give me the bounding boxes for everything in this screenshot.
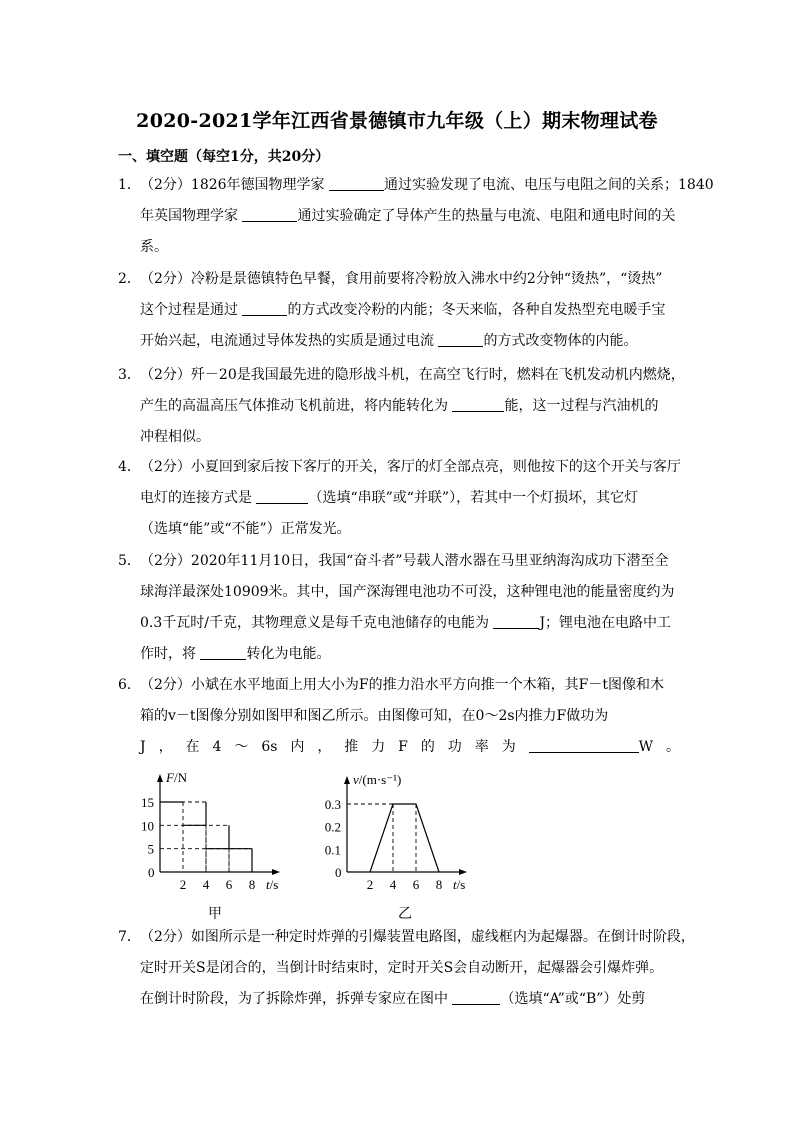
line-text: （选填“串联”或“并联”），若其中一个灯损坏，其它灯: [308, 490, 639, 506]
y-axis-arrow: [157, 774, 163, 782]
line-token: ～: [234, 739, 249, 755]
line-token: J: [140, 739, 146, 755]
question-line: [140, 391, 658, 422]
origin-label: 0: [148, 865, 155, 880]
question-line: [140, 483, 638, 514]
question-line: [140, 953, 663, 984]
line-text: 的方式改变冷粉的内能；冬天来临，各种自发热型充电暖手宝: [287, 302, 666, 318]
line-text: （2分）歼－20是我国最先进的隐形战斗机，在高空飞行时，燃料在飞机发动机内燃烧，: [140, 367, 685, 383]
line-text: 通过实验发现了电流、电压与电阻之间的关系；1840: [384, 177, 714, 193]
line-text: 的方式改变物体的内能。: [483, 333, 638, 349]
question-number: 2．: [118, 271, 141, 287]
question-line: [140, 701, 608, 732]
question-line: [140, 452, 681, 483]
answer-blank[interactable]: [242, 205, 297, 222]
question-line: [140, 639, 330, 670]
line-text: 在倒计时阶段，为了拆除炸弹，拆弹专家应在图中: [140, 991, 453, 1007]
x-tick-label: 6: [412, 877, 420, 892]
question-line: [140, 295, 665, 326]
answer-blank[interactable]: [452, 988, 500, 1005]
question-line: [140, 170, 714, 201]
y-tick-label: 0.3: [324, 797, 341, 812]
line-text: （选填“能”或“不能”）正常发光。: [140, 521, 351, 537]
line-token: 力: [371, 739, 386, 755]
line-text: （选填“A”或“B”）处剪: [500, 991, 646, 1007]
y-tick-label: 15: [141, 795, 154, 810]
chart-jia-caption: 甲: [208, 906, 222, 922]
x-tick-label: 8: [435, 877, 443, 892]
chart-yi: [312, 762, 502, 892]
answer-blank[interactable]: [529, 736, 639, 753]
x-tick-label: 4: [389, 877, 397, 892]
line-text: （2分）2020年11月10日，我国“奋斗者”号载人潜水器在马里亚纳海沟成功下潜至全: [140, 553, 669, 569]
x-axis-arrow: [272, 869, 280, 875]
question-line: [140, 232, 168, 263]
x-axis-label: t/s: [266, 877, 279, 892]
question-line: [140, 422, 210, 453]
question-number: 7．: [118, 929, 141, 945]
line-text: 系。: [140, 239, 168, 255]
question-line: [140, 326, 637, 357]
line-token: 内: [290, 739, 305, 755]
line-token: ，: [317, 739, 332, 755]
line-text: 定时开关S是闭合的，当倒计时结束时，定时开关S会自动断开，起爆器会引爆炸弹。: [140, 960, 664, 976]
answer-blank[interactable]: [200, 643, 246, 660]
line-text: 箱的v－t图像分别如图甲和图乙所示。由图像可知，在0～2s内推力F做功为: [140, 708, 609, 724]
page-title: 2020-2021学年江西省景德镇市九年级（上）期末物理试卷: [136, 110, 658, 132]
line-token: 功: [447, 739, 462, 755]
line-text: 球海洋最深处10909米。其中，国产深海锂电池功不可没，这种锂电池的能量密度约为: [140, 584, 675, 600]
question-number: 1．: [118, 177, 141, 193]
line-token: 4: [212, 739, 222, 755]
y-tick-label: 5: [147, 841, 154, 857]
question-number: 5．: [118, 553, 141, 569]
line-text: （2分）冷粉是景德镇特色早餐，食用前要将冷粉放入沸水中约2分钟“烫热”，“烫热”: [140, 271, 663, 287]
line-text: J；锂电池在电路中工: [539, 615, 672, 631]
line-text: 作时，将: [140, 646, 201, 662]
line-token: 在: [185, 739, 200, 755]
line-text: 0.3千瓦时/千克，其物理意义是每千克电池储存的电能为: [140, 615, 494, 631]
origin-label: 0: [335, 865, 342, 880]
line-text: （2分）小斌在水平地面上用大小为F的推力沿水平方向推一个木箱，其F－t图像和木: [140, 677, 664, 693]
line-token: 的: [420, 739, 435, 755]
line-text: （2分）如图所示是一种定时炸弹的引爆装置电路图，虚线框内为起爆器。在倒计时阶段，: [140, 929, 695, 945]
question-line: [140, 922, 695, 953]
y-tick-label: 10: [141, 818, 154, 834]
line-token: ，: [158, 739, 173, 755]
line-text: 电灯的连接方式是: [140, 490, 257, 506]
question-line: [140, 546, 668, 577]
section-heading: 一、填空题（每空1分，共20分）: [118, 149, 330, 165]
answer-blank[interactable]: [452, 395, 504, 412]
question-line: [140, 577, 675, 608]
line-text: 开始兴起，电流通过导体发热的实质是通过电流: [140, 333, 439, 349]
line-text: （2分）小夏回到家后按下客厅的开关，客厅的灯全部点亮，则他按下的这个开关与客厅: [140, 459, 681, 475]
chart-yi-caption: 乙: [398, 906, 412, 922]
x-tick-label: 2: [179, 877, 187, 892]
answer-blank[interactable]: [329, 174, 384, 191]
answer-blank[interactable]: [242, 299, 287, 316]
question-number: 6．: [118, 677, 141, 693]
line-token: 。: [666, 739, 680, 755]
line-token: 推: [344, 739, 359, 755]
y-axis-label: F/N: [166, 770, 187, 785]
chart-jia: [130, 762, 300, 892]
blank-with-unit: [529, 732, 653, 763]
x-tick-label: 8: [248, 877, 256, 892]
question-line: [140, 514, 351, 545]
y-tick-label: 0.2: [324, 819, 341, 835]
line-token: 率: [474, 739, 489, 755]
x-tick-label: 6: [225, 877, 233, 892]
unit-text: W: [638, 739, 654, 755]
question-line: [140, 360, 685, 391]
line-text: 产生的高温高压气体推动飞机前进，将内能转化为: [140, 398, 453, 414]
line-token: 为: [501, 739, 516, 755]
line-token: 6s: [261, 739, 278, 755]
question-line: [140, 984, 645, 1015]
y-tick-label: 0.1: [324, 842, 341, 858]
question-number: 3．: [118, 367, 141, 383]
x-tick-label: 4: [202, 877, 210, 892]
question-line: [140, 670, 664, 701]
answer-blank[interactable]: [256, 487, 308, 504]
y-axis-label: v/(m·s⁻¹): [353, 772, 402, 787]
question-line: [140, 608, 671, 639]
answer-blank[interactable]: [438, 330, 483, 347]
line-text: 通过实验确定了导体产生的热量与电流、电阻和通电时间的关: [297, 208, 676, 224]
x-tick-label: 2: [366, 877, 374, 892]
line-text: 转化为电能。: [246, 646, 331, 662]
line-token: F: [398, 739, 408, 755]
x-axis-arrow: [459, 869, 467, 875]
line-text: 冲程相似。: [140, 429, 210, 445]
line-text: （2分）1826年德国物理学家: [140, 177, 329, 193]
question-line-justified: [140, 732, 680, 763]
question-number: 4．: [118, 459, 141, 475]
question-line: [140, 201, 675, 232]
answer-blank[interactable]: [493, 612, 539, 629]
series-line: [370, 804, 439, 872]
x-axis-label: t/s: [453, 877, 466, 892]
line-text: 这个过程是通过: [140, 302, 243, 318]
y-axis-arrow: [344, 776, 350, 784]
line-text: 年英国物理学家: [140, 208, 243, 224]
question-line: [140, 264, 662, 295]
line-text: 能，这一过程与汽油机的: [504, 398, 659, 414]
